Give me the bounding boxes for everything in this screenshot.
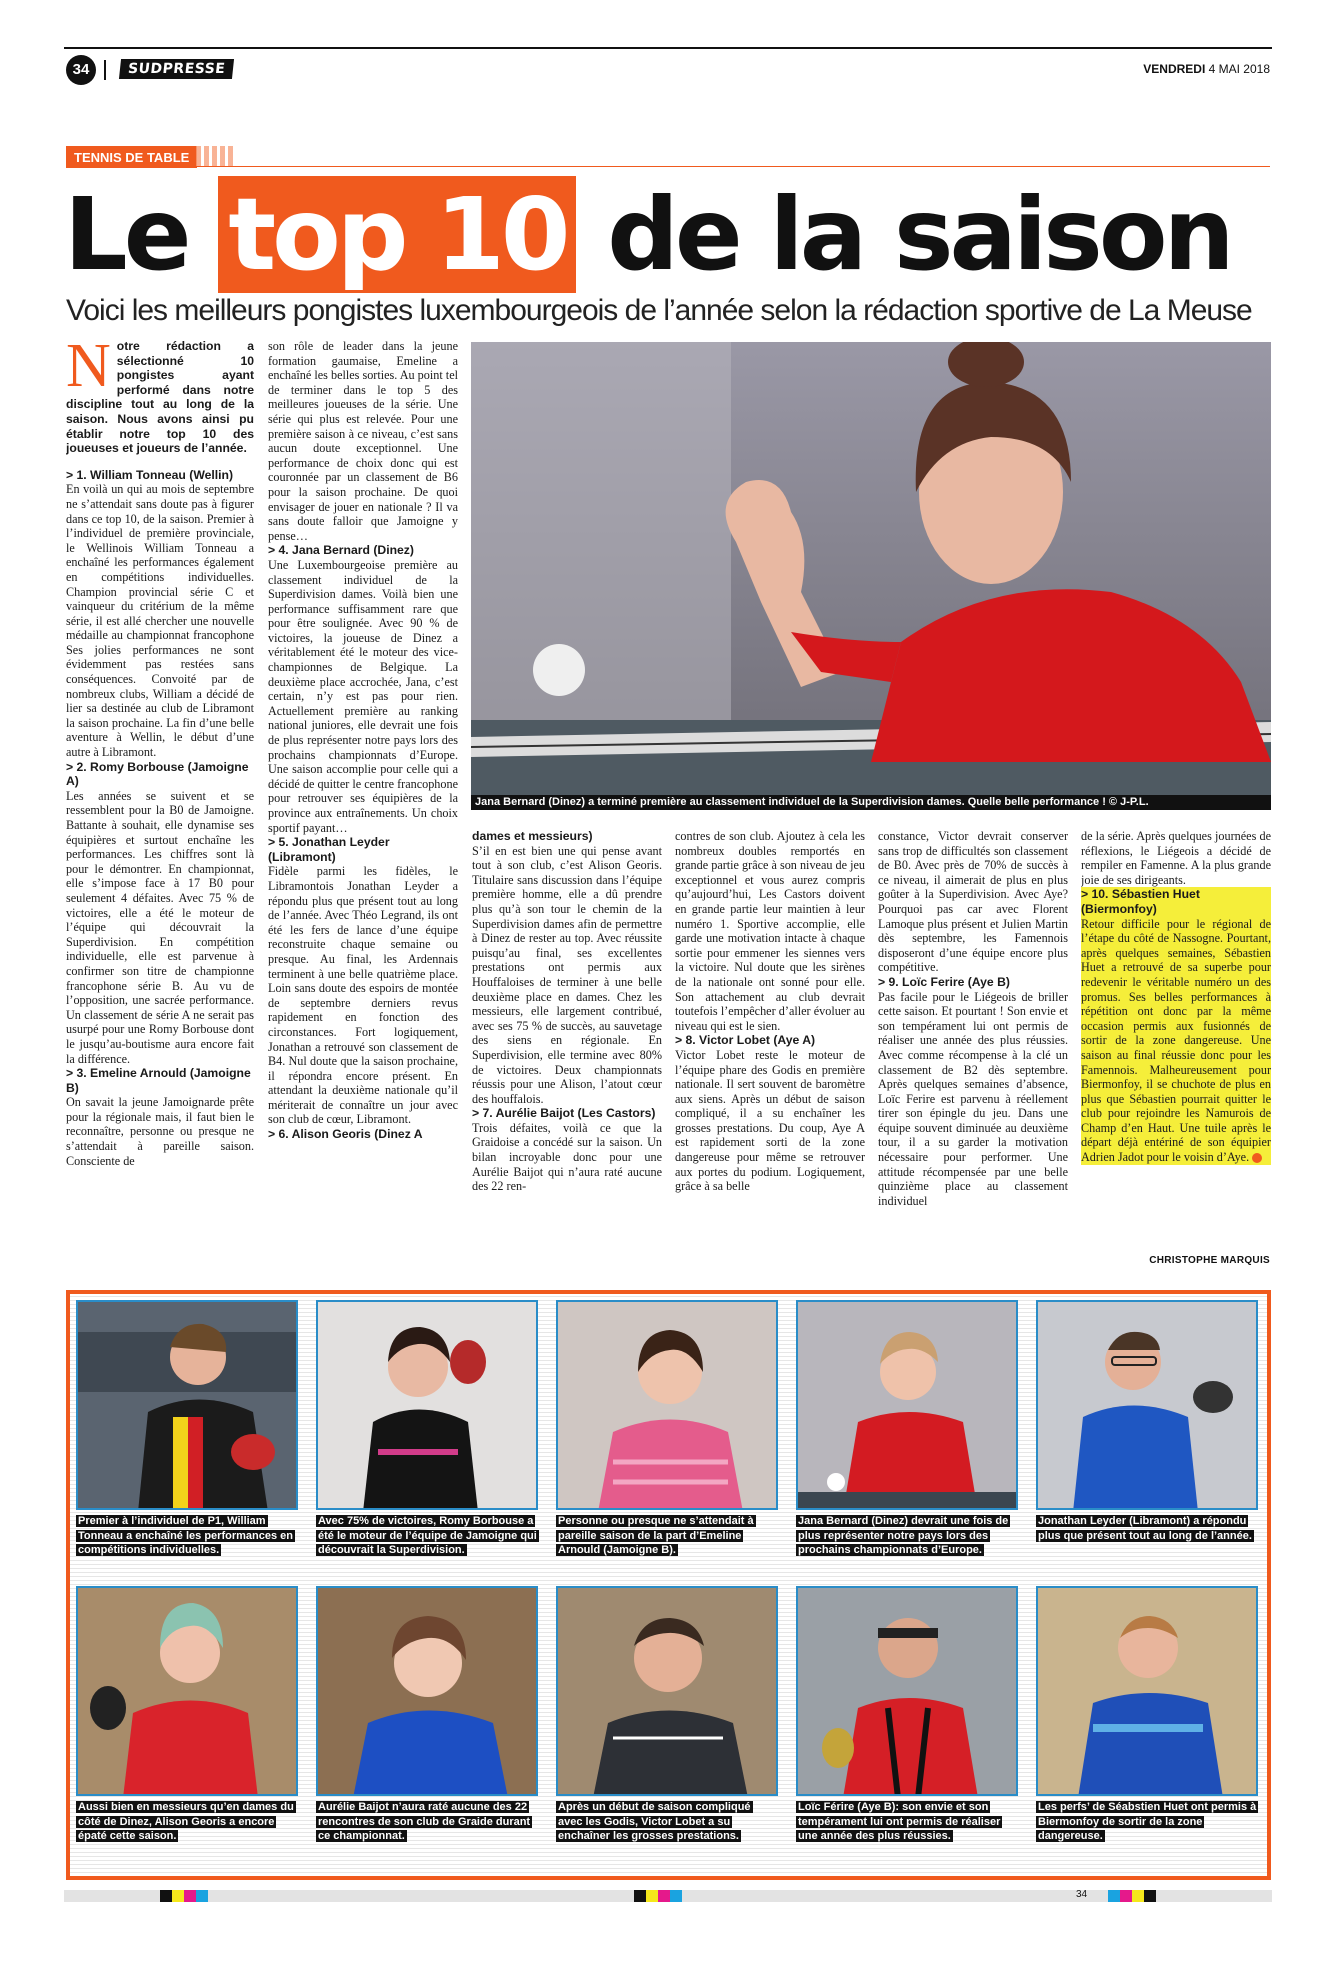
article-column-5: [878, 829, 1068, 1269]
ranking-text-4: Une Luxembourgeoise première au classement individuel de la Superdivision dames. Voilà bien une performance suffisamment rare que pour être soulignée. Avec 90 % de victoires, la joueuse de Dinez a véritablement été le moteur des vice-championnes de Belgique. La deuxième place accrochée, Jana, c’est certain, n’y est pas pour rien. Actuellement première au ranking national juniores, elle devrait une fois de plus représenter notre pays lors des prochains championnats d’Europe. Une saison accomplie pour celle qui a décidé de quitter le centre francophone pour retrouver ses équipières de la province aux entraînements. Un choix sportif payant…: [268, 557, 458, 835]
footer-page-number: 34: [1076, 1889, 1088, 1900]
gallery-caption-1: Premier à l’individuel de P1, William Tonneau a enchaîné les performances en compétitions individuelles.: [78, 1515, 293, 1556]
rubric-rule: [66, 166, 1270, 167]
article-column-6: [1081, 829, 1271, 1269]
article-column-4: [675, 829, 865, 1269]
section-rubric: TENNIS DE TABLE: [66, 146, 197, 168]
gallery-caption-6: Aussi bien en messieurs qu’en dames du côté de Dinez, Alison Georis a encore épaté cette saison.: [78, 1801, 294, 1842]
ranking-text-2: Les années se suivent et se ressemblent pour la B0 de Jamoigne. Battante à souhait, elle dynamise ses équipières et surtout enchaîne les performances. Les chiffres sont là pour le démontrer. En championnat, elle s’impose face à 17 B0 pour seulement 4 défaites. Avec 75 % de victoires, elle a été le moteur de l’équipe qui découvrait la Superdivision. En compétition individuelle, elle est parvenue à confirmer son titre de championne francophone série B. Au vu de l’opposition, une sacrée performance. Un classement de série A ne serait pas usurpé pour une Romy Borbouse dont le jusqu’au-boutisme aura encore fait la différence.: [66, 788, 254, 1066]
ranking-heading-9: > 9. Loïc Ferire (Aye B): [878, 974, 1010, 989]
article-column-1: [66, 339, 254, 1269]
ranking-heading-6-cont: dames et messieurs): [472, 829, 593, 843]
gallery-photo-william-tonneau: [76, 1300, 298, 1510]
author-signature: CHRISTOPHE MARQUIS: [1149, 1255, 1270, 1266]
ranking-text-1: En voilà un qui au mois de septembre ne s’attendait sans doute pas à figurer dans ce top 10, de la saison. Premier à l’individuel de première provinciale, le Wellinois William Tonneau a enchaîné les performances également en compétitions individuelles. Champion provincial série C et vainqueur du critérium de la même série, il est allé chercher une nouvelle médaille au championnat francophone Ses jolies performances ne sont évidemment pas restées sans conséquences. Convoité par de nombreux clubs, William a décidé de lier sa destinée au club de Libramont la saison prochaine. La fin d’une belle aventure à Wellin, le début d’une autre à Libramont.: [66, 482, 254, 760]
ranking-heading-8: > 8. Victor Lobet (Aye A): [675, 1033, 816, 1048]
ranking-text-3: On savait la jeune Jamoignarde prête pour la régionale mais, il faut bien le reconnaître, personne ou presque ne s’attendait à pareille saison. Consciente de: [66, 1095, 254, 1168]
gallery-caption-10: Les perfs’ de Séabstien Huet ont permis à Biermonfoy de sortir de la zone dangereuse.: [1038, 1801, 1257, 1842]
color-registration-marks: [1108, 1890, 1156, 1902]
gallery-photo-jana-bernard: [796, 1300, 1018, 1510]
main-photo-caption: Jana Bernard (Dinez) a terminé première au classement individuel de la Superdivision dames. Quelle belle performance ! © J-P.L.: [471, 795, 1271, 810]
ranking-heading-10: > 10. Sébastien Huet (Biermonfoy): [1081, 887, 1271, 916]
ranking-heading-4: > 4. Jana Bernard (Dinez): [268, 543, 414, 558]
ranking-text-9-cont: de la série. Après quelques journées de réflexions, le Liégeois a décidé de rempiler en Famenne. A la plus grande joie de ses dirigeants.: [1081, 829, 1271, 887]
ranking-heading-3: > 3. Emeline Arnould (Jamoigne B): [66, 1066, 251, 1095]
gallery-caption-5: Jonathan Leyder (Libramont) a répondu plus que présent tout au long de l’année.: [1038, 1515, 1252, 1542]
headline-highlight: top 10: [218, 176, 576, 293]
gallery-photo-romy-borbouse: [316, 1300, 538, 1510]
end-of-article-icon: [1252, 1153, 1262, 1163]
gallery-caption-4: Jana Bernard (Dinez) devrait une fois de plus représenter notre pays lors des prochains championnats d’Europe.: [798, 1515, 1009, 1556]
subheadline: Voici les meilleurs pongistes luxembourgeois de l’année selon la rédaction sportive de La Meuse: [66, 294, 1252, 327]
ranking-text-8-cont: constance, Victor devrait conserver sans trop de difficultés son classement de B0. Avec près de 70% de succès à ce niveau, il aimerait de plus en plus goûter à la Superdivision. Avec Aye? Pourquoi pas car avec Florent Lamoque plus présent et Julien Martin dès septembre, les Famennois disposeront d’une équipe encore plus compétitive.: [878, 829, 1068, 975]
ranking-heading-5: > 5. Jonathan Leyder (Libramont): [268, 835, 390, 864]
gallery-caption-2: Avec 75% de victoires, Romy Borbouse a été le moteur de l’équipe de Jamoigne qui découvrait la Superdivision.: [318, 1515, 537, 1556]
page-number-badge: 34: [66, 55, 96, 85]
headline: Le top 10 de la saison: [64, 176, 1231, 293]
ranking-heading-7: > 7. Aurélie Baijot (Les Castors): [472, 1106, 656, 1121]
photo-gallery: [66, 1290, 1271, 1880]
article-intro: Notre rédaction a sélectionné 10 pongistes ayant performé dans notre discipline tout au long de la saison. Nous avons ainsi pu établir notre top 10 des joueuses et joueurs de l’année.: [66, 339, 254, 456]
ranking-heading-2: > 2. Romy Borbouse (Jamoigne A): [66, 759, 249, 789]
ranking-text-7: Trois défaites, voilà ce que la Graidoise a concédé sur la saison. Un bilan incroyable donc pour une Aurélie Baijot qui n’aura raté aucune des 22 ren-: [472, 1120, 662, 1194]
article-column-3: [472, 829, 662, 1269]
header-rule: [64, 47, 1272, 49]
gallery-photo-aurelie-baijot: [316, 1586, 538, 1796]
gallery-caption-7: Aurélie Baijot n’aura raté aucune des 22 rencontres de son club de Graide durant ce championnat.: [318, 1801, 531, 1842]
issue-date: VENDREDI 4 MAI 2018: [1143, 62, 1270, 76]
article-column-2: [268, 339, 458, 1269]
ranking-text-6: S’il en est bien une qui pense avant tout à son club, c’est Alison Georis. Titulaire sans discussion dans l’équipe première homme, elle a dû prendre plus qu’à son tour le chemin de la Superdivision dames afin de permettre à Dinez de rester au top. Avec réussite puisqu’au final, ses excellentes prestations ont permis aux Houffaloises de terminer à une belle deuxième place en dames. Chez les messieurs, elle largement contribué, avec ses 75 % de succès, au sauvetage des siens en régionale. En Superdivision, elle termine avec 80% de victoires. Deux championnats réussis pour une Alison, l’atout cœur des houffalois.: [472, 843, 662, 1106]
drop-cap: N: [66, 339, 111, 400]
gallery-photo-loic-ferire: [796, 1586, 1018, 1796]
main-photo-jana-bernard: [471, 342, 1271, 810]
ranking-heading-6: > 6. Alison Georis (Dinez A: [268, 1127, 423, 1142]
gallery-photo-sebastien-huet: [1036, 1586, 1258, 1796]
ranking-text-9: Pas facile pour le Liégeois de briller cette saison. Et pourtant ! Son envie et son tempérament lui ont permis de réaliser une année des plus réussies. Avec comme récompense à la clé un classement de B2 dès septembre. Après quelques semaines d’absence, Loïc Ferire est parvenu à réellement tirer son épingle du jeu. Dans une équipe souvent diminuée au deuxième tour, il a su garder la motivation nécessaire pour performer. Une attitude récompensée par une belle quinzième place au classement individuel: [878, 989, 1068, 1208]
gallery-caption-9: Loïc Férire (Aye B): son envie et son tempérament lui ont permis de réaliser une année des plus réussies.: [798, 1801, 1001, 1842]
ranking-heading-1: > 1. William Tonneau (Wellin): [66, 467, 234, 482]
gallery-photo-victor-lobet: [556, 1586, 778, 1796]
brand-logo: SUDPRESSE: [119, 59, 234, 79]
gallery-photo-emeline-arnould: [556, 1300, 778, 1510]
gallery-caption-8: Après un début de saison compliqué avec les Godis, Victor Lobet a su enchaîner les grosses prestations.: [558, 1801, 751, 1842]
ranking-text-10: Retour difficile pour le régional de l’étape du côté de Nassogne. Pourtant, après quelques semaines, Sébastien Huet a retrouvé de sa superbe pour redevenir le véritable numéro un des promus. Ses belles performances à répétition ont donc par la même occasion permis aux fusionnés de sortir de la zone dangereuse. Une saison au final réussie donc pour les Famennois. Malheureusement pour Biermonfoy, il se chuchote de plus en plus que Sébastien pourrait quitter le club pour rejoindre les Namurois de Champ d’en Haut. Une tuile après le départ déjà entériné de son équipier Adrien Jadot pour le voisin d’Aye.: [1081, 916, 1271, 1165]
ranking-text-3-cont: son rôle de leader dans la jeune formation gaumaise, Emeline a enchaîné les belles sorties. Au point tel de terminer dans le top 5 des meilleures joueuses de la série. Une série qui plus est relevée. Pour une première saison à ce niveau, c’est sans aucun doute exceptionnel. Une performance de choix donc qui est couronnée par un classement de B6 pour la saison prochaine. De quoi envisager de jouer en nationale ? Il va sans doute falloir que Jamoigne y pense…: [268, 339, 458, 543]
gallery-photo-jonathan-leyder: [1036, 1300, 1258, 1510]
header-separator: [104, 60, 106, 80]
rubric-decoration: [196, 146, 236, 166]
gallery-photo-alison-georis: [76, 1586, 298, 1796]
ranking-text-7-cont: contres de son club. Ajoutez à cela les nombreux doubles remportés en grande partie grâce à son niveau de jeu exceptionnel et vous aurez compris qu’aujourd’hui, Les Castors doivent en grande partie leur maintien à leur numéro 1. Sportive accomplie, elle garde une motivation intacte à chaque sortie pour emmener les siennes vers la victoire. Nul doute que les sirènes de la nationale ont sonné pour elle. Son attachement au club devrait toutefois l’empêcher d’aller évoluer au niveau qui est le sien.: [675, 829, 865, 1033]
color-registration-marks: [160, 1890, 208, 1902]
ranking-text-8: Victor Lobet reste le moteur de l’équipe phare des Godis en première nationale. Il sert souvent de baromètre aux siens. Après un début de saison compliqué, il a su enchaîner les grosses prestations. Du coup, Aye A est rapidement sorti de la zone dangereuse pour même se retrouver aux portes du podium. Logiquement, grâce à sa belle: [675, 1047, 865, 1194]
gallery-caption-3: Personne ou presque ne s’attendait à pareille saison de la part d’Emeline Arnould (Jamoigne B).: [558, 1515, 754, 1556]
ranking-text-5: Fidèle parmi les fidèles, le Libramontois Jonathan Leyder a répondu plus que présent tout au long de l’année. Avec Théo Legrand, ils ont été les fers de lance d’une équipe reconstruite chaque semaine ou presque. Au final, les Ardennais terminent à une belle quatrième place. Loin sans doute des espoirs de montée de septembre derniers revus rapidement en fonction des circonstances. Fort logiquement, Jonathan a retrouvé son classement de B4. Nul doute que la saison prochaine, il répondra encore présent. En attendant la deuxième nationale qu’il mériterait de connaître un jour avec son club de cœur, Libramont.: [268, 864, 458, 1127]
color-registration-marks: [634, 1890, 682, 1902]
